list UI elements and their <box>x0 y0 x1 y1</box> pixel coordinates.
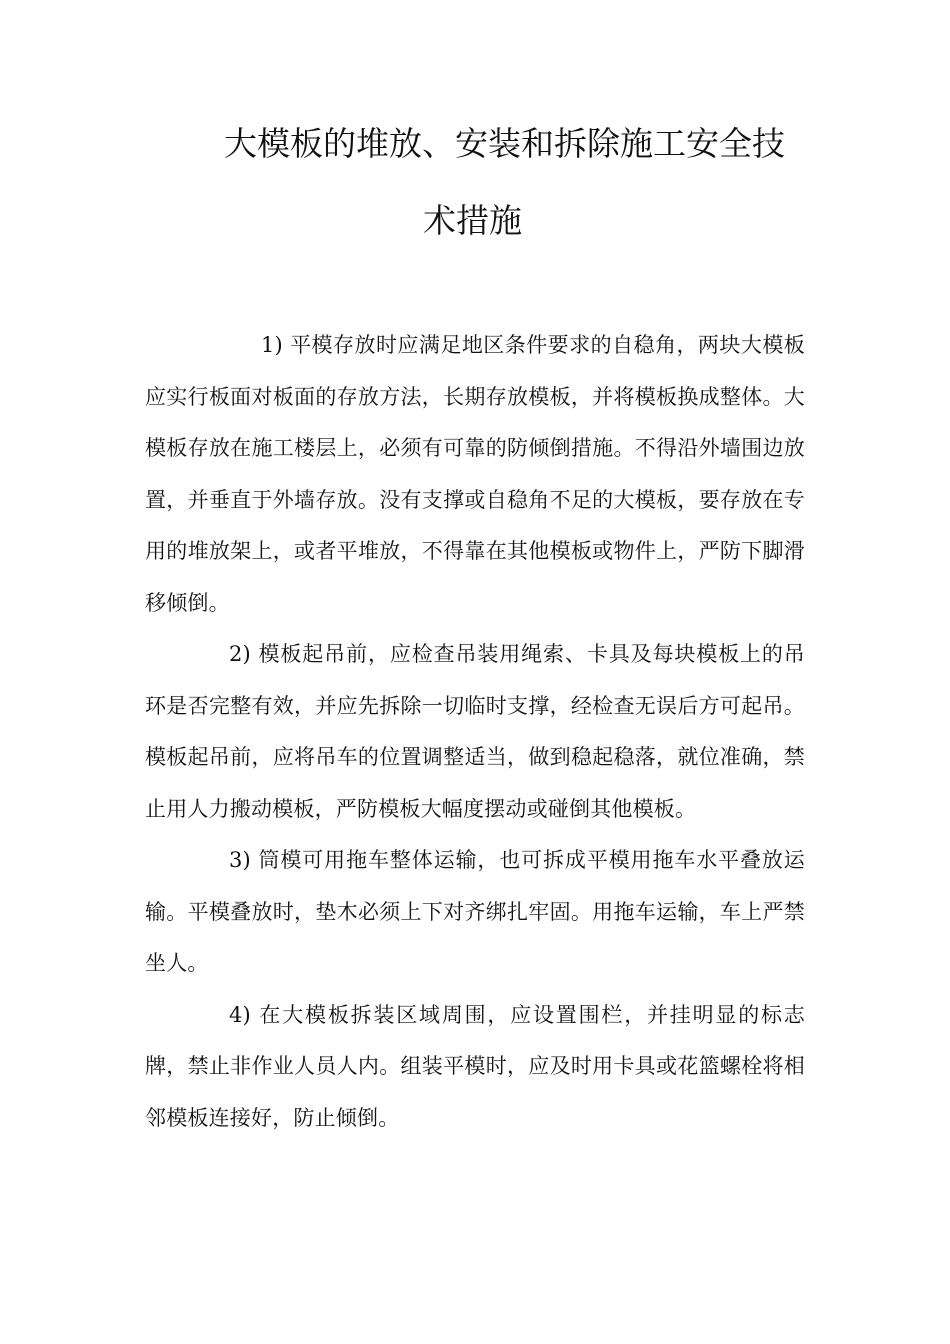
document-body <box>145 320 805 1144</box>
paragraph-4: 4) 在大模板拆装区域周围，应设置围栏，并挂明显的标志牌，禁止非作业人员人内。组装平模时，应及时用卡具或花篮螺栓将相邻模板连接好，防止倾倒。 <box>145 1002 805 1130</box>
paragraph-3: 3) 筒模可用拖车整体运输，也可拆成平模用拖车水平叠放运输。平模叠放时，垫木必须上下对齐绑扎牢固。用拖车运输，车上严禁坐人。 <box>145 848 805 975</box>
paragraph-2: 2) 模板起吊前，应检查吊装用绳索、卡具及每块模板上的吊环是否完整有效，并应先拆除一切临时支撑，经检查无误后方可起吊。模板起吊前，应将吊车的位置调整适当，做到稳起稳落，就位准确，禁止用人力搬动模板，严防模板大幅度摆动或碰倒其他模板。 <box>145 642 805 821</box>
document-title-line-1: 大模板的堆放、安装和拆除施工安全技 <box>224 124 785 163</box>
document-title-line-2: 术措施 <box>423 201 522 240</box>
paragraph-1: 1) 平模存放时应满足地区条件要求的自稳角，两块大模板应实行板面对板面的存放方法，长期存放模板，并将模板换成整体。大模板存放在施工楼层上，必须有可靠的防倾倒措施。不得沿外墙围边放置，并垂直于外墙存放。没有支撑或自稳角不足的大模板，要存放在专用的堆放架上，或者平堆放，不得靠在其他模板或物件上，严防下脚滑移倾倒。 <box>145 333 805 615</box>
